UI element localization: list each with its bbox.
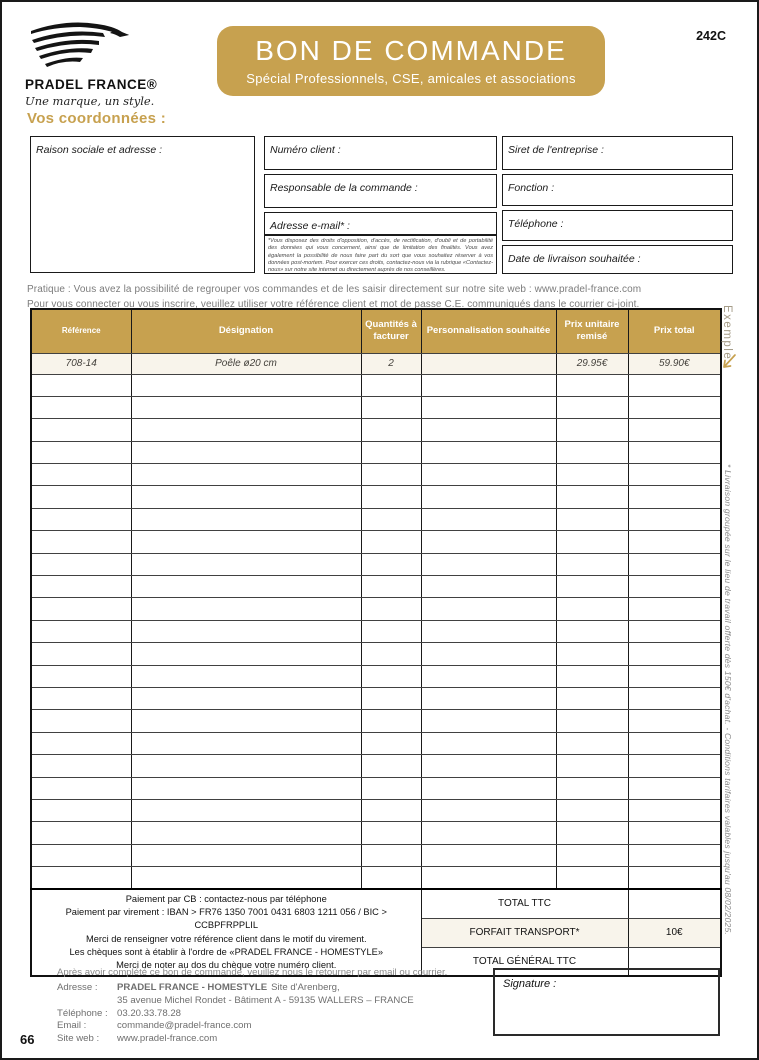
email-privacy-note-text: *Vous disposez des droits d'opposition, d'accès, de rectification, d'oubli et de portabilité des données qui vous concernent, ainsi que de limitation des finalités. Vous avez également la possibilité de nous faire part du sort que vous souhaitez réserver à vos données post-mortem. Pour exercer ces droits, contactez-nous via la rubrique «Contactez-nous» sur notre site internet ou directement auprès de nos conseillères. [268, 238, 493, 274]
responsable-label: Responsable de la commande : [270, 182, 418, 194]
contact-value: 03.20.33.78.28 [117, 1007, 182, 1019]
numero-client-label: Numéro client : [270, 144, 341, 156]
order-cell[interactable] [131, 732, 361, 754]
order-cell[interactable] [361, 844, 421, 866]
contact-brand-name: PRADEL FRANCE - HOMESTYLE [117, 982, 268, 993]
contact-label: Site web : [57, 1033, 100, 1044]
doc-code: 242C [696, 29, 726, 43]
order-cell[interactable] [628, 643, 721, 665]
order-cell[interactable] [421, 665, 556, 687]
order-cell[interactable] [131, 687, 361, 709]
order-cell[interactable] [421, 620, 556, 642]
order-cell[interactable] [628, 620, 721, 642]
delivery-conditions-side-note: * Livraison groupée sur le lieu de travail offerte dès 150€ d'achat. - Conditions tarifaires valables jusqu'au 08/02/2025. [723, 464, 733, 936]
page-number: 66 [20, 1032, 35, 1047]
order-cell[interactable] [421, 710, 556, 732]
pratique-line2: Pour vous connecter ou vous inscrire, veuillez utiliser votre référence client et mot de passe C.E. communiqués dans le courrier ci-joint. [27, 298, 640, 310]
signature-field[interactable] [493, 968, 720, 1036]
order-cell[interactable] [131, 419, 361, 441]
col-header-prix-unitaire: Prix unitaire remisé [556, 309, 628, 353]
exemple-arrow-icon [720, 352, 738, 379]
contact-row-email [57, 1020, 414, 1033]
order-cell[interactable] [556, 710, 628, 732]
forfait-transport-label: FORFAIT TRANSPORT* [421, 918, 628, 947]
order-cell[interactable] [131, 374, 361, 396]
order-cell[interactable] [361, 419, 421, 441]
contact-row-address2 [57, 995, 414, 1008]
order-cell[interactable] [556, 374, 628, 396]
email-privacy-note [264, 235, 497, 274]
order-cell[interactable] [556, 508, 628, 530]
order-cell[interactable] [131, 464, 361, 486]
order-cell[interactable] [131, 755, 361, 777]
order-cell[interactable] [31, 867, 131, 889]
order-cell[interactable] [556, 486, 628, 508]
order-cell[interactable] [628, 687, 721, 709]
order-cell[interactable] [31, 732, 131, 754]
order-cell[interactable] [31, 576, 131, 598]
numero-client-field[interactable] [264, 136, 497, 170]
order-cell[interactable] [31, 777, 131, 799]
order-cell[interactable] [361, 799, 421, 821]
contact-label [57, 995, 117, 1008]
order-cell[interactable] [31, 665, 131, 687]
order-cell[interactable] [361, 732, 421, 754]
order-cell[interactable] [361, 441, 421, 463]
order-cell[interactable] [628, 867, 721, 889]
contact-value: commande@pradel-france.com [117, 1020, 252, 1032]
order-cell[interactable] [628, 710, 721, 732]
order-cell[interactable] [31, 441, 131, 463]
order-cell[interactable] [628, 799, 721, 821]
order-cell[interactable] [628, 374, 721, 396]
order-cell[interactable] [628, 419, 721, 441]
page-subtitle: Spécial Professionnels, CSE, amicales et associations [246, 70, 576, 86]
order-cell[interactable] [131, 553, 361, 575]
order-cell[interactable] [556, 419, 628, 441]
order-cell[interactable] [361, 777, 421, 799]
order-row-empty [31, 732, 721, 754]
order-cell[interactable] [361, 620, 421, 642]
order-cell[interactable] [628, 598, 721, 620]
order-cell[interactable] [131, 822, 361, 844]
order-cell[interactable] [131, 665, 361, 687]
raison-sociale-field[interactable] [30, 136, 255, 273]
order-row-empty [31, 441, 721, 463]
order-cell[interactable] [556, 755, 628, 777]
order-cell[interactable] [361, 396, 421, 418]
order-cell[interactable] [361, 665, 421, 687]
order-cell[interactable] [361, 867, 421, 889]
telephone-field[interactable] [502, 210, 733, 241]
order-row-empty [31, 844, 721, 866]
signature-label: Signature : [503, 978, 557, 990]
example-prix-total: 59.90€ [628, 353, 721, 374]
contact-value: www.pradel-france.com [117, 1033, 218, 1044]
order-cell[interactable] [31, 396, 131, 418]
example-quantite: 2 [361, 353, 421, 374]
order-cell[interactable] [628, 441, 721, 463]
order-table-header [31, 309, 721, 353]
order-cell[interactable] [131, 441, 361, 463]
contact-row-address1 [57, 982, 414, 995]
order-cell[interactable] [628, 822, 721, 844]
order-cell[interactable] [556, 732, 628, 754]
order-cell[interactable] [628, 553, 721, 575]
order-row-empty [31, 464, 721, 486]
order-cell[interactable] [628, 508, 721, 530]
coordinates-heading: Vos coordonnées : [27, 110, 167, 127]
order-row-empty [31, 374, 721, 396]
order-cell[interactable] [31, 531, 131, 553]
order-cell[interactable] [31, 822, 131, 844]
order-cell[interactable] [361, 710, 421, 732]
order-cell[interactable] [421, 576, 556, 598]
order-cell[interactable] [556, 553, 628, 575]
contact-label: Téléphone : [57, 1007, 108, 1019]
order-cell[interactable] [556, 867, 628, 889]
order-cell[interactable] [628, 486, 721, 508]
order-row-empty [31, 755, 721, 777]
order-cell[interactable] [131, 643, 361, 665]
contact-row-phone [57, 1008, 414, 1021]
order-cell[interactable] [31, 755, 131, 777]
order-cell[interactable] [421, 822, 556, 844]
order-cell[interactable] [421, 777, 556, 799]
order-cell[interactable] [421, 643, 556, 665]
order-cell[interactable] [361, 486, 421, 508]
responsable-field[interactable] [264, 174, 497, 208]
order-cell[interactable] [556, 576, 628, 598]
order-row-empty [31, 710, 721, 732]
siret-label: Siret de l'entreprise : [508, 144, 604, 156]
order-cell[interactable] [628, 396, 721, 418]
pratique-line1: Pratique : Vous avez la possibilité de regrouper vos commandes et de les saisir directement sur notre site web : www.pradel-france.com [27, 284, 642, 295]
order-row-empty [31, 665, 721, 687]
contact-block [57, 982, 414, 1046]
order-cell[interactable] [556, 799, 628, 821]
date-livraison-field[interactable] [502, 245, 733, 274]
order-cell[interactable] [556, 598, 628, 620]
order-cell[interactable] [31, 464, 131, 486]
order-row-empty [31, 508, 721, 530]
order-cell[interactable] [628, 777, 721, 799]
contact-value: 35 avenue Michel Rondet - Bâtiment A - 59135 WALLERS – FRANCE [117, 994, 414, 1006]
order-cell[interactable] [421, 486, 556, 508]
example-prix-unitaire: 29.95€ [556, 353, 628, 374]
order-row-empty [31, 598, 721, 620]
brand-logo-block [25, 18, 195, 108]
order-table-body [31, 353, 721, 889]
order-cell[interactable] [31, 598, 131, 620]
order-table-footer [31, 889, 721, 976]
order-cell[interactable] [421, 396, 556, 418]
col-header-designation: Désignation [131, 309, 361, 353]
order-cell[interactable] [421, 419, 556, 441]
order-cell[interactable] [421, 755, 556, 777]
order-cell[interactable] [31, 486, 131, 508]
order-cell[interactable] [628, 531, 721, 553]
title-banner [217, 26, 605, 96]
order-cell[interactable] [361, 598, 421, 620]
order-cell[interactable] [131, 867, 361, 889]
total-ttc-value[interactable] [628, 889, 721, 918]
order-cell[interactable] [131, 620, 361, 642]
order-cell[interactable] [361, 464, 421, 486]
return-instructions: Après avoir complété ce bon de commande, veuillez nous le retourner par email ou courrier. [57, 967, 448, 978]
order-cell[interactable] [556, 464, 628, 486]
order-cell[interactable] [131, 598, 361, 620]
example-designation: Poêle ø20 cm [131, 353, 361, 374]
order-cell[interactable] [31, 553, 131, 575]
order-row-empty [31, 553, 721, 575]
example-reference: 708-14 [31, 353, 131, 374]
order-cell[interactable] [421, 531, 556, 553]
order-cell[interactable] [31, 374, 131, 396]
order-cell[interactable] [361, 822, 421, 844]
order-row-empty [31, 643, 721, 665]
payment-line: Merci de renseigner votre référence client dans le motif du virement. [85, 933, 367, 944]
order-cell[interactable] [31, 508, 131, 530]
order-cell[interactable] [628, 844, 721, 866]
date-livraison-label: Date de livraison souhaitée : [508, 253, 641, 265]
order-cell[interactable] [31, 620, 131, 642]
order-cell[interactable] [361, 576, 421, 598]
order-cell[interactable] [421, 508, 556, 530]
total-ttc-label: TOTAL TTC [421, 889, 628, 918]
order-cell[interactable] [31, 643, 131, 665]
order-cell[interactable] [556, 531, 628, 553]
order-cell[interactable] [421, 687, 556, 709]
order-cell[interactable] [361, 531, 421, 553]
order-cell[interactable] [131, 844, 361, 866]
order-cell[interactable] [421, 799, 556, 821]
contact-label: Email : [57, 1020, 87, 1032]
order-cell[interactable] [421, 732, 556, 754]
order-cell[interactable] [421, 867, 556, 889]
order-cell[interactable] [421, 374, 556, 396]
order-cell[interactable] [31, 687, 131, 709]
raison-sociale-label: Raison sociale et adresse : [36, 144, 163, 156]
order-cell[interactable] [556, 665, 628, 687]
order-row-empty [31, 620, 721, 642]
order-cell[interactable] [31, 844, 131, 866]
order-cell[interactable] [556, 844, 628, 866]
order-row-empty [31, 486, 721, 508]
order-cell[interactable] [556, 777, 628, 799]
order-cell[interactable] [421, 441, 556, 463]
order-cell[interactable] [361, 755, 421, 777]
col-header-quantites: Quantités à facturer [361, 309, 421, 353]
example-row [31, 353, 721, 374]
order-row-empty [31, 867, 721, 889]
payment-line: Merci de noter au dos du chèque votre numéro client. [116, 959, 337, 970]
order-cell[interactable] [361, 508, 421, 530]
email-field[interactable] [264, 212, 497, 235]
order-cell[interactable] [556, 822, 628, 844]
order-cell[interactable] [628, 576, 721, 598]
siret-field[interactable] [502, 136, 733, 170]
brand-name: PRADEL FRANCE® [25, 77, 158, 92]
order-cell[interactable] [628, 665, 721, 687]
eagle-logo-icon [25, 18, 131, 70]
order-cell[interactable] [131, 777, 361, 799]
order-cell[interactable] [628, 755, 721, 777]
order-cell[interactable] [131, 508, 361, 530]
order-row-empty [31, 799, 721, 821]
order-cell[interactable] [131, 396, 361, 418]
order-cell[interactable] [361, 553, 421, 575]
order-cell[interactable] [421, 464, 556, 486]
email-label: Adresse e-mail* : [270, 220, 350, 232]
order-cell[interactable] [421, 844, 556, 866]
order-cell[interactable] [131, 710, 361, 732]
order-cell[interactable] [131, 799, 361, 821]
order-cell[interactable] [361, 687, 421, 709]
telephone-label: Téléphone : [508, 218, 564, 230]
order-row-empty [31, 419, 721, 441]
order-cell[interactable] [628, 732, 721, 754]
order-row-empty [31, 777, 721, 799]
contact-label: Adresse : [57, 982, 98, 993]
order-cell[interactable] [556, 620, 628, 642]
order-row-empty [31, 822, 721, 844]
order-cell[interactable] [556, 396, 628, 418]
col-header-reference: Référence [31, 309, 131, 353]
order-cell[interactable] [421, 598, 556, 620]
order-cell[interactable] [131, 486, 361, 508]
total-general-label: TOTAL GÉNÉRAL TTC [421, 947, 628, 976]
order-row-empty [31, 531, 721, 553]
contact-value: Site d'Arenberg, [271, 982, 340, 993]
col-header-prix-total: Prix total [628, 309, 721, 353]
order-cell[interactable] [421, 553, 556, 575]
order-cell[interactable] [556, 643, 628, 665]
order-cell[interactable] [361, 374, 421, 396]
brand-tagline: Une marque, un style. [25, 94, 155, 108]
fonction-field[interactable] [502, 174, 733, 206]
order-row-empty [31, 687, 721, 709]
order-cell[interactable] [31, 710, 131, 732]
page-title: BON DE COMMANDE [255, 34, 567, 66]
example-personnalisation [421, 353, 556, 374]
forfait-transport-value: 10€ [628, 918, 721, 947]
order-table [30, 308, 722, 977]
exemple-side-label: Exemple [721, 305, 733, 361]
order-cell[interactable] [628, 464, 721, 486]
order-cell[interactable] [556, 687, 628, 709]
fonction-label: Fonction : [508, 182, 555, 194]
payment-line: Paiement par CB : contactez-nous par téléphone [125, 893, 327, 904]
payment-instructions [31, 889, 421, 976]
order-cell[interactable] [131, 531, 361, 553]
order-cell[interactable] [556, 441, 628, 463]
payment-line: Les chèques sont à établir à l'ordre de «PRADEL FRANCE - HOMESTYLE» [69, 946, 384, 957]
payment-line: Paiement par virement : IBAN > FR76 1350 7001 0431 6803 1211 056 / BIC > CCBPFRPPLIL [65, 907, 387, 931]
order-row-empty [31, 396, 721, 418]
order-cell[interactable] [31, 799, 131, 821]
order-cell[interactable] [361, 643, 421, 665]
order-cell[interactable] [131, 576, 361, 598]
contact-row-website [57, 1033, 414, 1046]
order-cell[interactable] [31, 419, 131, 441]
col-header-personnalisation: Personnalisation souhaitée [421, 309, 556, 353]
order-row-empty [31, 576, 721, 598]
